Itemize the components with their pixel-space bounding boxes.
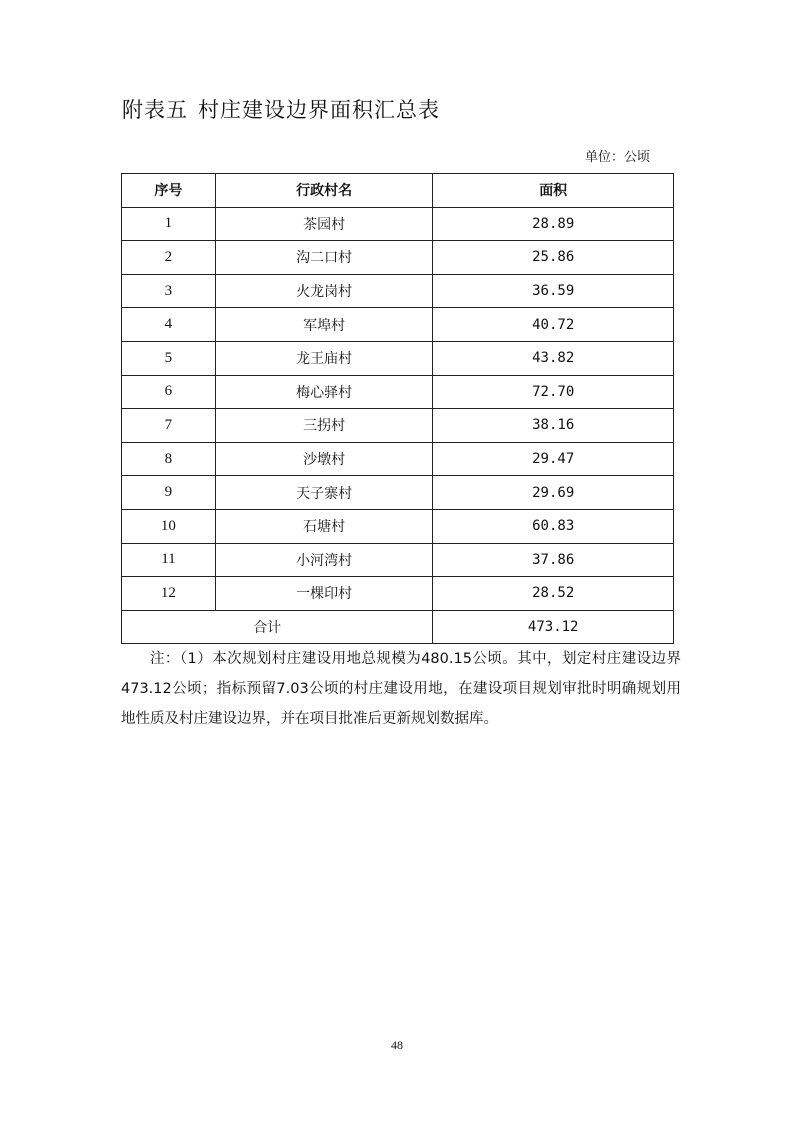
table-header-row — [122, 174, 674, 208]
row-area: 36.59 — [433, 274, 674, 308]
row-index: 3 — [122, 274, 216, 308]
row-index: 7 — [122, 409, 216, 443]
row-village-name: 小河湾村 — [215, 543, 433, 577]
table-row — [122, 341, 674, 375]
row-village-name: 沙墩村 — [215, 442, 433, 476]
title-text: 村庄建设边界面积汇总表 — [198, 98, 440, 122]
header-village-name: 行政村名 — [215, 174, 433, 208]
row-village-name: 三拐村 — [215, 409, 433, 443]
row-index: 2 — [122, 241, 216, 275]
row-index: 5 — [122, 341, 216, 375]
row-village-name: 梅心驿村 — [215, 375, 433, 409]
table-row — [122, 274, 674, 308]
row-area: 25.86 — [433, 241, 674, 275]
row-area: 28.52 — [433, 577, 674, 611]
table-row — [122, 543, 674, 577]
row-village-name: 石塘村 — [215, 509, 433, 543]
row-index: 12 — [122, 577, 216, 611]
table-total-row — [122, 610, 674, 644]
table-row — [122, 207, 674, 241]
row-area: 29.69 — [433, 476, 674, 510]
table-row — [122, 577, 674, 611]
header-area: 面积 — [433, 174, 674, 208]
row-area: 72.70 — [433, 375, 674, 409]
row-area: 28.89 — [433, 207, 674, 241]
table-row — [122, 409, 674, 443]
row-index: 8 — [122, 442, 216, 476]
table-row — [122, 308, 674, 342]
page-title — [122, 94, 440, 124]
row-index: 10 — [122, 509, 216, 543]
row-index: 6 — [122, 375, 216, 409]
table-row — [122, 241, 674, 275]
row-village-name: 一棵印村 — [215, 577, 433, 611]
header-index: 序号 — [122, 174, 216, 208]
table-row — [122, 476, 674, 510]
total-area: 473.12 — [433, 610, 674, 644]
row-village-name: 军埠村 — [215, 308, 433, 342]
table-row — [122, 442, 674, 476]
table-row — [122, 375, 674, 409]
row-area: 37.86 — [433, 543, 674, 577]
row-village-name: 天子寨村 — [215, 476, 433, 510]
row-village-name: 沟二口村 — [215, 241, 433, 275]
row-area: 60.83 — [433, 509, 674, 543]
row-village-name: 火龙岗村 — [215, 274, 433, 308]
footnote: 注：（1）本次规划村庄建设用地总规模为480.15公顷。其中，划定村庄建设边界473.12公顷；指标预留7.03公顷的村庄建设用地，在建设项目规划审批时明确规划用地性质及村庄建设边界，并在项目批准后更新规划数据库。 — [121, 651, 681, 727]
total-label: 合计 — [122, 610, 433, 644]
unit-label: 单位：公顷 — [584, 150, 650, 165]
row-index: 4 — [122, 308, 216, 342]
row-village-name: 龙王庙村 — [215, 341, 433, 375]
row-index: 9 — [122, 476, 216, 510]
title-prefix: 附表五 — [122, 98, 188, 122]
row-index: 11 — [122, 543, 216, 577]
row-area: 29.47 — [433, 442, 674, 476]
row-area: 38.16 — [433, 409, 674, 443]
table-row — [122, 509, 674, 543]
row-area: 40.72 — [433, 308, 674, 342]
row-village-name: 茶园村 — [215, 207, 433, 241]
page-number: 48 — [391, 1038, 403, 1052]
row-index: 1 — [122, 207, 216, 241]
row-area: 43.82 — [433, 341, 674, 375]
boundary-area-table — [121, 173, 674, 644]
